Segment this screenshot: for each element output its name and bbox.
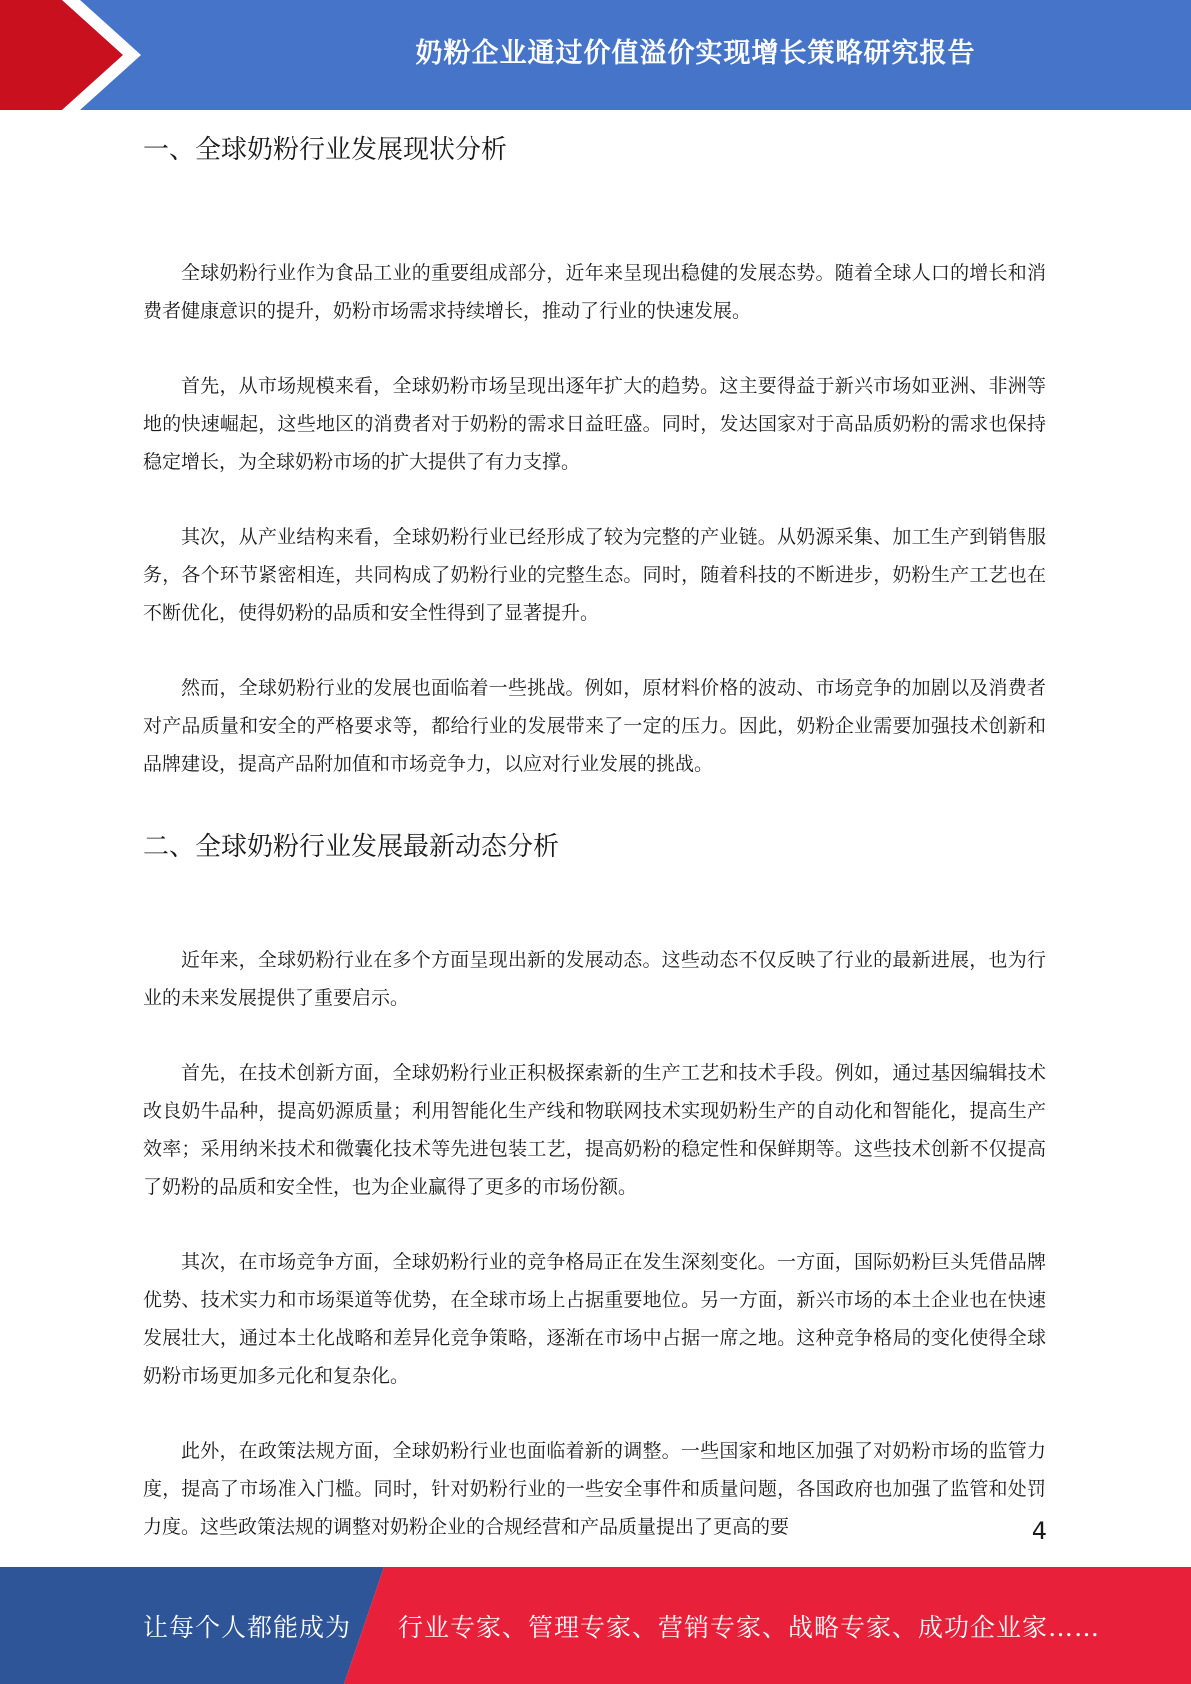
page-footer <box>0 1567 1191 1684</box>
footer-roles: 行业专家、管理专家、营销专家、战略专家、成功企业家…… <box>398 1612 1101 1642</box>
paragraph: 首先，在技术创新方面，全球奶粉行业正积极探索新的生产工艺和技术手段。例如，通过基因编辑技术改良奶牛品种，提高奶源质量；利用智能化生产线和物联网技术实现奶粉生产的自动化和智能化，提高生产效率；采用纳米技术和微囊化技术等先进包装工艺，提高奶粉的稳定性和保鲜期等。这些技术创新不仅提高了奶粉的品质和安全性，也为企业赢得了更多的市场份额。 <box>143 1062 1046 1198</box>
paragraph: 近年来，全球奶粉行业在多个方面呈现出新的发展动态。这些动态不仅反映了行业的最新进展，也为行业的未来发展提供了重要启示。 <box>143 949 1046 1009</box>
page-number: 4 <box>1031 1517 1047 1545</box>
paragraph: 其次，从产业结构来看，全球奶粉行业已经形成了较为完整的产业链。从奶源采集、加工生产到销售服务，各个环节紧密相连，共同构成了奶粉行业的完整生态。同时，随着科技的不断进步，奶粉生产工艺也在不断优化，使得奶粉的品质和安全性得到了显著提升。 <box>143 526 1046 624</box>
paragraph: 首先，从市场规模来看，全球奶粉市场呈现出逐年扩大的趋势。这主要得益于新兴市场如亚洲、非洲等地的快速崛起，这些地区的消费者对于奶粉的需求日益旺盛。同时，发达国家对于高品质奶粉的需求也保持稳定增长，为全球奶粉市场的扩大提供了有力支撑。 <box>143 375 1046 473</box>
page-header <box>0 0 1191 110</box>
header-arrow-decoration <box>0 0 200 110</box>
report-title: 奶粉企业通过价值溢价实现增长策略研究报告 <box>415 37 976 69</box>
paragraph: 然而，全球奶粉行业的发展也面临着一些挑战。例如，原材料价格的波动、市场竞争的加剧以及消费者对产品质量和安全的严格要求等，都给行业的发展带来了一定的压力。因此，奶粉企业需要加强技术创新和品牌建设，提高产品附加值和市场竞争力，以应对行业发展的挑战。 <box>143 677 1046 775</box>
paragraph: 其次，在市场竞争方面，全球奶粉行业的竞争格局正在发生深刻变化。一方面，国际奶粉巨头凭借品牌优势、技术实力和市场渠道等优势，在全球市场上占据重要地位。另一方面，新兴市场的本土企业也在快速发展壮大，通过本土化战略和差异化竞争策略，逐渐在市场中占据一席之地。这种竞争格局的变化使得全球奶粉市场更加多元化和复杂化。 <box>143 1251 1046 1387</box>
paragraph: 全球奶粉行业作为食品工业的重要组成部分，近年来呈现出稳健的发展态势。随着全球人口的增长和消费者健康意识的提升，奶粉市场需求持续增长，推动了行业的快速发展。 <box>143 262 1046 322</box>
paragraph: 此外，在政策法规方面，全球奶粉行业也面临着新的调整。一些国家和地区加强了对奶粉市场的监管力度，提高了市场准入门槛。同时，针对奶粉行业的一些安全事件和质量问题，各国政府也加强了监管和处罚力度。这些政策法规的调整对奶粉企业的合规经营和产品质量提出了更高的要 <box>143 1440 1046 1538</box>
section-heading: 一、全球奶粉行业发展现状分析 <box>143 135 508 165</box>
footer-slogan: 让每个人都能成为 <box>143 1612 352 1642</box>
section-heading: 二、全球奶粉行业发展最新动态分析 <box>143 832 560 862</box>
page-content <box>143 128 1046 1546</box>
